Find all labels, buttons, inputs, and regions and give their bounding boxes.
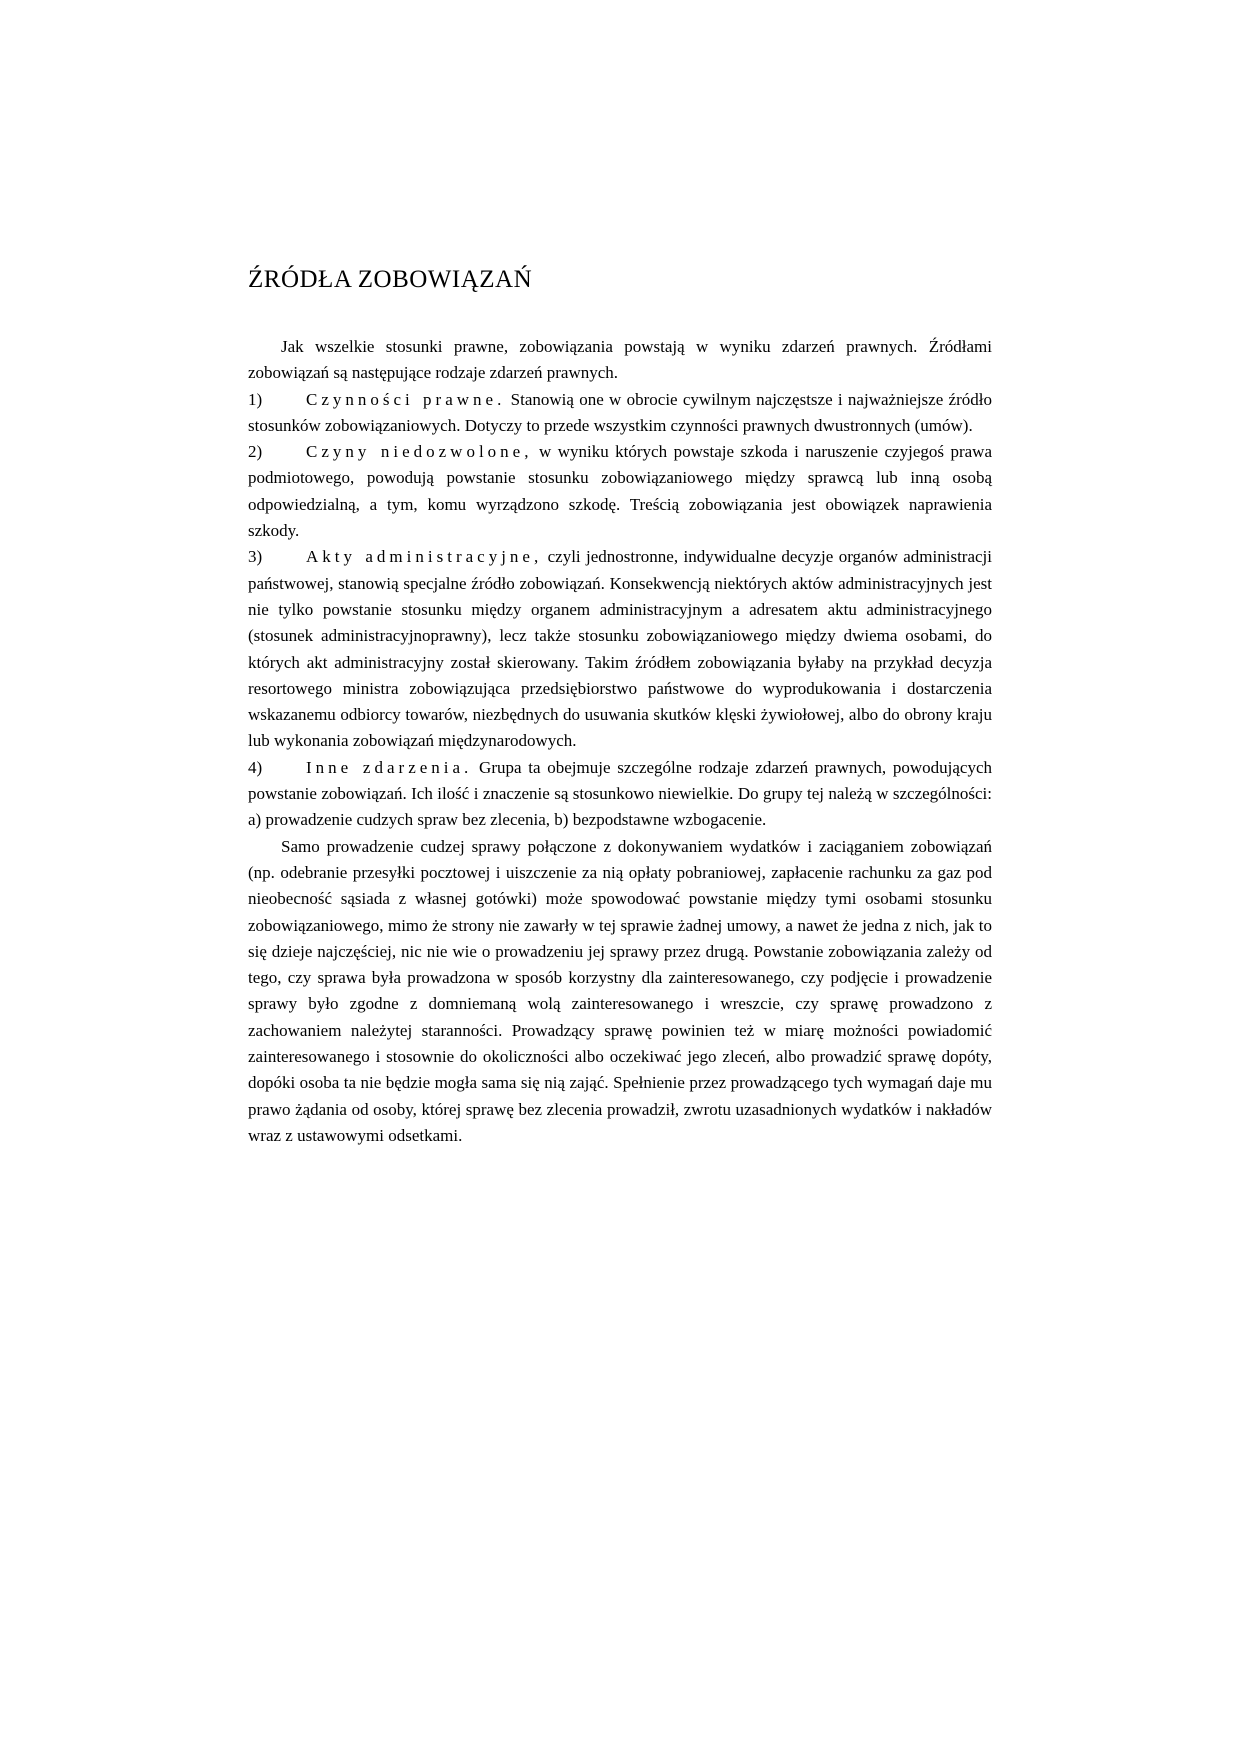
list-item <box>248 755 992 834</box>
list-item <box>248 439 992 544</box>
item-text: czyli jednostronne, indywidualne decyzje organów administracji państwowej, stanowią specjalne źródło zobowiązań. Konsekwencją niektórych aktów administracyjnych jest nie tylko powstanie stosunku między organem administracyjnym a adresatem aktu administracyjnego (stosunek administracyjnoprawny), lecz także stosunku zobowiązaniowego między dwiema osobami, do których akt administracyjny został skierowany. Takim źródłem zobowiązania byłaby na przykład decyzja resortowego ministra zobowiązująca przedsiębiorstwo państwowe do wyprodukowania i dostarczenia wskazanemu odbiorcy towarów, niezbędnych do usuwania skutków klęski żywiołowej, albo do obrony kraju lub wykonania zobowiązań międzynarodowych. <box>248 547 993 751</box>
item-term: Inne zdarzenia. <box>306 757 473 777</box>
item-number: 4) <box>248 757 263 777</box>
closing-paragraph: Samo prowadzenie cudzej sprawy połączone z dokonywaniem wydatków i zaciąganiem zobowiązań (np. odebranie przesyłki pocztowej i uiszczenie za nią opłaty pobraniowej, zapłacenie rachunku za gaz pod nieobecność sąsiada z własnej gotówki) może spowodować powstanie między tymi osobami stosunku zobowiązaniowego, mimo że strony nie zawarły w tej sprawie żadnej umowy, a nawet że jedna z nich, jak to się dzieje najczęściej, nic nie wie o prowadzeniu jej sprawy przez drugą. Powstanie zobowiązania zależy od tego, czy sprawa była prowadzona w sposób korzystny dla zainteresowanego, czy podjęcie i prowadzenie sprawy było zgodne z domniemaną wolą zainteresowanego i wreszcie, czy sprawę prowadzono z zachowaniem należytej staranności. Prowadzący sprawę powinien też w miarę możności powiadomić zainteresowanego i stosownie do okoliczności albo oczekiwać jego zleceń, albo prowadzić sprawę dopóty, dopóki osoba ta nie będzie mogła sama się nią zająć. Spełnienie przez prowadzącego tych wymagań daje mu prawo żądania od osoby, której sprawę bez zlecenia prowadził, zwrotu uzasadnionych wydatków i nakładów wraz z ustawowymi odsetkami. <box>248 836 992 1145</box>
document-page <box>248 266 992 1149</box>
item-number: 1) <box>248 389 263 409</box>
list-item <box>248 387 992 440</box>
item-term: Czyny niedozwolone, <box>306 442 533 462</box>
item-term: Czynności prawne. <box>306 389 506 409</box>
item-text: w wyniku których powstaje szkoda i naruszenie czyjegoś prawa podmiotowego, powodują powstanie stosunku zobowiązaniowego między sprawcą lub inną osobą odpowiedzialną, a tym, komu wyrządzono szkodę. Treścią zobowiązania jest obowiązek naprawienia szkody. <box>248 442 992 541</box>
item-number: 3) <box>248 547 263 567</box>
item-number: 2) <box>248 442 263 462</box>
document-title: ŹRÓDŁA ZOBOWIĄZAŃ <box>248 266 533 293</box>
item-text: Stanowią one w obrocie cywilnym najczęstsze i najważniejsze źródło stosunków zobowiązaniowych. Dotyczy to przede wszystkim czynności prawnych dwustronnych (umów). <box>248 389 992 435</box>
list-item <box>248 544 992 754</box>
item-term: Akty administracyjne, <box>306 547 543 567</box>
item-text: Grupa ta obejmuje szczególne rodzaje zdarzeń prawnych, powodujących powstanie zobowiązań. Ich ilość i znaczenie są stosunkowo niewielkie. Do grupy tej należą w szczególności: a) prowadzenie cudzych spraw bez zlecenia, b) bezpodstawne wzbogacenie. <box>248 757 993 830</box>
intro-paragraph: Jak wszelkie stosunki prawne, zobowiązania powstają w wyniku zdarzeń prawnych. Źródłami zobowiązań są następujące rodzaje zdarzeń prawnych. <box>248 337 992 383</box>
